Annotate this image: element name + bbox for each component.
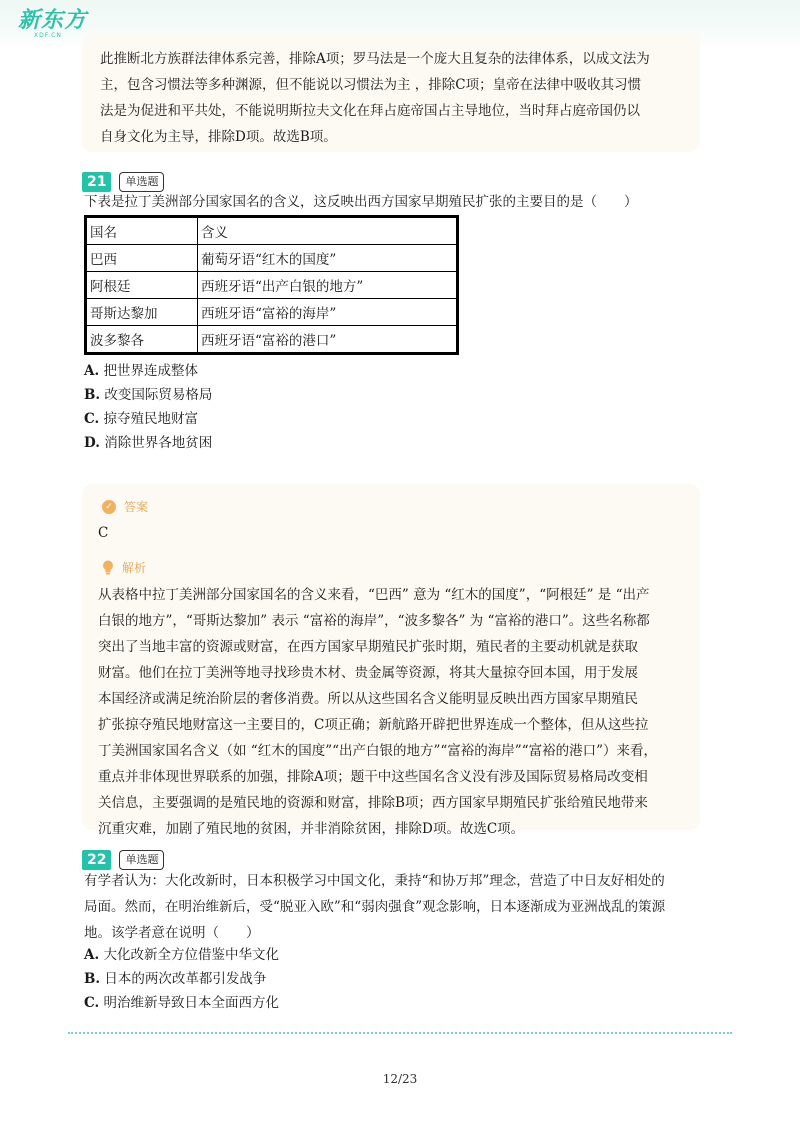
table-cell: 西班牙语“富裕的港口” [198,326,458,354]
analysis-line: 沉重灾难，加剧了殖民地的贫困，并非消除贫困，排除D项。故选C项。 [98,821,525,837]
page-number: 12/23 [382,1072,418,1086]
analysis-line: 财富。他们在拉丁美洲等地寻找珍贵木材、贵金属等资源，将其大量掠夺回本国，用于发展 [98,665,638,681]
analysis-tag [102,559,146,576]
option-c[interactable] [84,409,198,429]
option-a[interactable] [84,361,198,381]
analysis-line: 本国经济或满足统治阶层的奢侈消费。所以从这些国名含义能明显反映出西方国家早期殖民 [98,691,638,707]
brand-logo-sub: XDF.CN [34,32,62,39]
analysis-line: 此推断北方族群法律体系完善，排除A项；罗马法是一个庞大且复杂的法律体系，以成文法为 [100,51,650,67]
question-22-stem [84,868,694,946]
brand-logo: 新东方 [18,8,88,33]
option-b[interactable] [84,385,212,405]
analysis-line: 突出了当地丰富的资源或财富，在西方国家早期殖民扩张时期，殖民者的主要动机就是获取 [98,639,638,655]
analysis-line: 白银的地方”，“哥斯达黎加” 表示 “富裕的海岸”，“波多黎各” 为 “富裕的港口”。这些名称都 [98,613,650,629]
analysis-line: 扩张掠夺殖民地财富这一主要目的，C项正确；新航路开辟把世界连成一个整体，但从这些拉 [98,717,649,733]
question-number: 22 [82,850,111,870]
table-row [86,326,458,354]
table-header-cell: 国名 [86,217,198,245]
analysis-line: 主，包含习惯法等多种渊源，但不能说以习惯法为主 ，排除C项；皇帝在法律中吸收其习惯 [100,77,642,93]
analysis-line: 关信息，主要强调的是殖民地的资源和财富，排除B项；西方国家早期殖民扩张给殖民地带来 [98,795,648,811]
option-letter: C. [84,995,100,1011]
option-letter: A. [84,947,100,963]
table-header-row [86,217,458,245]
table-row [86,245,458,272]
option-text: 掠夺殖民地财富 [103,411,199,427]
table-cell: 波多黎各 [86,326,198,354]
table-cell: 葡萄牙语“红木的国度” [198,245,458,272]
analysis-text [98,582,698,842]
option-letter: A. [84,363,100,379]
table-cell: 西班牙语“出产白银的地方” [198,272,458,299]
option-d[interactable] [84,433,212,453]
analysis-line: 自身文化为主导，排除D项。故选B项。 [100,129,337,145]
country-name-table [84,215,459,355]
option-letter: C. [84,411,100,427]
dotted-divider [68,1032,732,1034]
table-cell: 巴西 [86,245,198,272]
option-letter: B. [84,387,101,403]
analysis-label: 解析 [122,561,147,575]
option-text: 把世界连成整体 [103,363,198,379]
question-21-stem: 下表是拉丁美洲部分国家国名的含义，这反映出西方国家早期殖民扩张的主要目的是（ ） [84,194,638,210]
option-a[interactable] [84,945,279,965]
table-row [86,299,458,326]
question-22-header [82,850,164,870]
option-letter: D. [84,435,100,451]
table-cell: 哥斯达黎加 [86,299,198,326]
analysis-line: 丁美洲国家国名含义（如 “红木的国度”“出产白银的地方”“富裕的海岸”“富裕的港口”）来看， [98,743,658,759]
question-number: 21 [82,172,111,192]
option-text: 大化改新全方位借鉴中华文化 [103,947,279,963]
option-text: 消除世界各地贫困 [104,435,213,451]
question-type-badge: 单选题 [119,172,164,192]
table-row [86,272,458,299]
table-header-cell: 含义 [198,217,458,245]
answer-tag [102,498,148,515]
analysis-line: 从表格中拉丁美洲部分国家国名的含义来看，“巴西” 意为 “红木的国度”，“阿根廷” 是 “出产 [98,587,650,603]
stem-line: 局面。然而，在明治维新后，受“脱亚入欧”和“弱肉强食”观念影响，日本逐渐成为亚洲战乱的策源 [84,899,666,915]
option-text: 改变国际贸易格局 [104,387,213,403]
previous-analysis-text [100,46,680,150]
stem-line: 有学者认为：大化改新时，日本积极学习中国文化，秉持“和协万邦”理念，营造了中日友好相处的 [84,873,665,889]
lightbulb-icon [102,560,114,575]
stem-line: 地。该学者意在说明（ ） [84,925,260,941]
analysis-line: 法是为促进和平共处，不能说明斯拉夫文化在拜占庭帝国占主导地位，当时拜占庭帝国仍以 [100,103,640,119]
option-text: 日本的两次改革都引发战争 [104,971,267,987]
analysis-line: 重点并非体现世界联系的加强，排除A项；题干中这些国名含义没有涉及国际贸易格局改变相 [98,769,648,785]
option-text: 明治维新导致日本全面西方化 [103,995,280,1011]
table-cell: 西班牙语“富裕的海岸” [198,299,458,326]
option-b[interactable] [84,969,266,989]
option-letter: B. [84,971,101,987]
question-type-badge: 单选题 [119,850,164,870]
answer-value: C [98,525,109,541]
answer-label: 答案 [124,500,149,514]
check-badge-icon: ✓ [102,500,116,514]
table-cell: 阿根廷 [86,272,198,299]
option-c[interactable] [84,993,279,1013]
